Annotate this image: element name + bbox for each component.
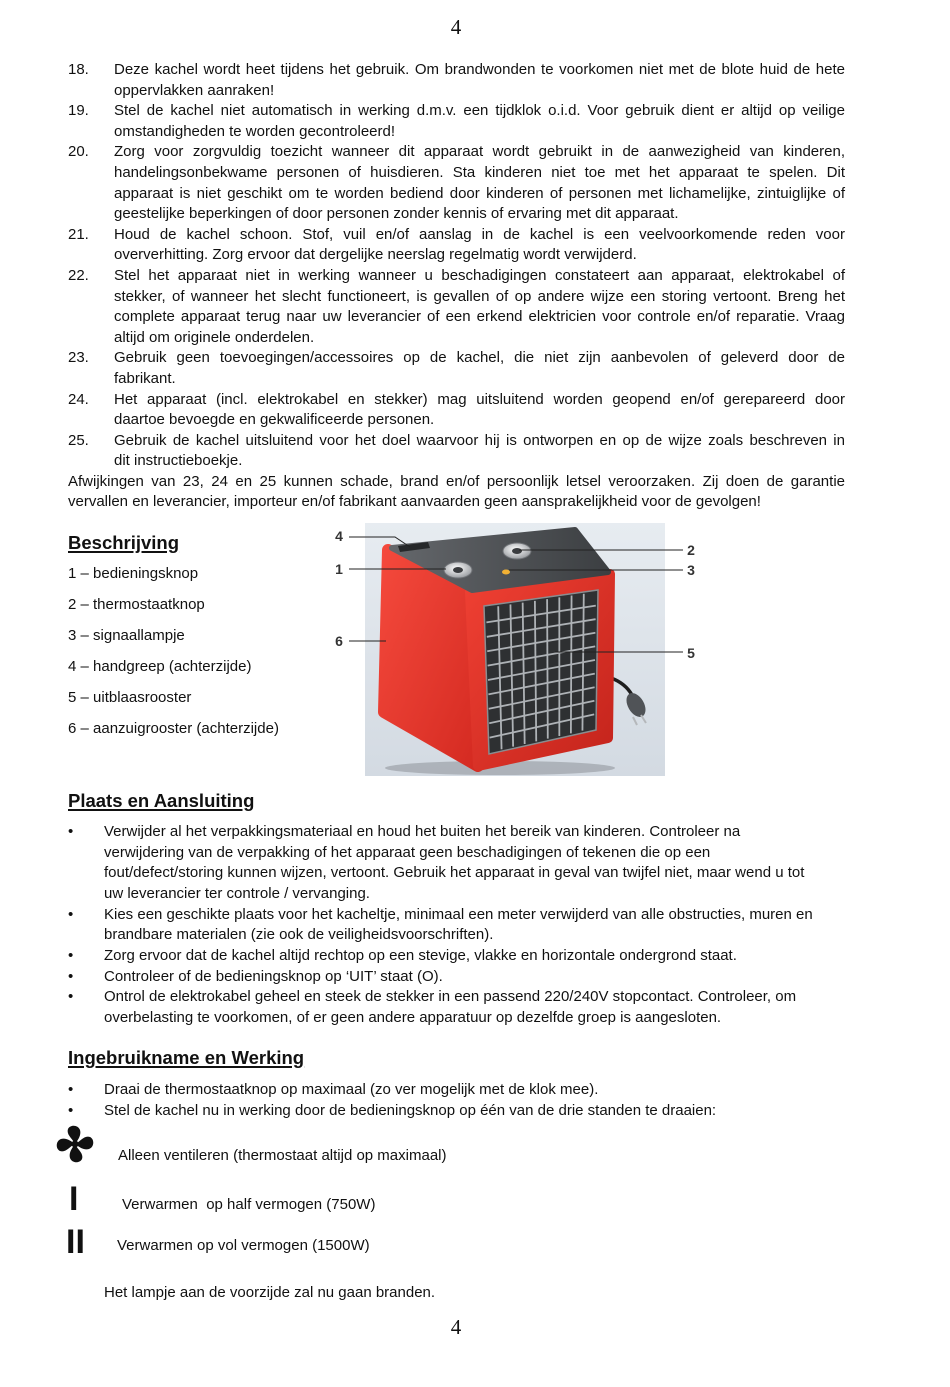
safety-item — [68, 266, 845, 348]
bullet-item — [68, 1080, 845, 1101]
text-line: vervallen en leverancier, importeur en/of fabrikant aanvaarden geen aansprakelijkheid voor de gevolgen! — [68, 493, 761, 511]
text-line: altijd om originele onderdelen. — [114, 328, 315, 346]
mode-description: Alleen ventileren (thermostaat altijd op maximaal) — [118, 1147, 447, 1164]
text-line: oppervlakken aanraken! — [114, 81, 275, 99]
mode-description: Verwarmen op half vermogen (750W) — [122, 1196, 376, 1213]
part-legend-item: 5 – uitblaasrooster — [68, 689, 192, 706]
safety-instructions-list — [68, 60, 845, 472]
text-line: Stel de kachel niet automatisch in werking d.m.v. een tijdklok o.i.d. Voor gebruik dient er altijd op veilige — [114, 102, 845, 120]
safety-item — [68, 390, 845, 431]
knob-center — [453, 567, 463, 573]
thermostat-knob — [503, 543, 531, 559]
bullet-dot: • — [68, 905, 74, 923]
bullet-item — [68, 1101, 845, 1122]
bullet-dot: • — [68, 1081, 74, 1098]
control-knob — [444, 562, 472, 578]
text-line: Zorg voor zorgvuldig toezicht wanneer dit apparaat wordt gebruikt in de aanwezigheid van kinderen, — [114, 143, 845, 161]
item-number: 19. — [68, 102, 89, 120]
warning-paragraph — [68, 472, 845, 513]
safety-instructions — [68, 60, 845, 513]
signal-lamp — [502, 570, 510, 575]
callout-label: 6 — [335, 633, 343, 649]
text-line: Stel het apparaat niet in werking wanneer u beschadigingen constateert aan apparaat, elektrokabel of — [114, 266, 845, 284]
item-number: 18. — [68, 61, 89, 78]
text-line: Deze kachel wordt heet tijdens het gebruik. Om brandwonden te voorkomen niet met de blote huid de hete — [114, 61, 845, 78]
text-line: brandbare materialen (zie ook de veiligheidsvoorschriften). — [104, 926, 494, 944]
item-text — [114, 266, 845, 348]
item-text — [114, 101, 845, 142]
bullet-dot: • — [68, 823, 74, 840]
fan-hub — [72, 1141, 79, 1148]
callout-label: 3 — [687, 562, 695, 578]
item-number: 23. — [68, 349, 89, 367]
text-line: daartoe bevoegde en gekwalificeerde personen. — [114, 411, 435, 429]
text-line: Controleer of de bedieningsknop op ‘UIT’ staat (O). — [104, 967, 443, 985]
text-line: fout/defect/storing kunnen wijzen, vertoont. Gebruik het apparaat in geval van twijfel niet, maar wend u tot — [104, 864, 805, 882]
bullet-item — [68, 946, 845, 967]
text-line: Kies een geschikte plaats voor het kacheltje, minimaal een meter verwijderd van alle obstructies, muren en — [104, 905, 813, 923]
text-line: Ontrol de elektrokabel geheel en steek de stekker in een passend 220/240V stopcontact. Controleer, om — [104, 988, 797, 1006]
text-line: overbelasting te voorkomen, of er geen andere apparatuur op dezelfde groep is aangesloten. — [104, 1008, 722, 1026]
item-text — [114, 431, 845, 472]
text-line: Stel de kachel nu in werking door de bedieningsknop op één van de drie standen te draaien: — [104, 1101, 717, 1119]
text-line: omstandigheden te worden gecontroleerd! — [114, 122, 396, 140]
item-text — [114, 348, 845, 389]
section-heading-beschrijving: Beschrijving — [68, 532, 180, 553]
text-line: geestelijke beperkingen of door personen zonder kennis of ervaring met dit apparaat. — [114, 205, 679, 223]
parts-legend — [68, 558, 279, 744]
item-number: 21. — [68, 225, 89, 243]
callout-label: 1 — [335, 561, 343, 577]
text-line: stekker, of wanneer het slecht functioneert, is gevallen of op andere wijze een storing vertoont. Breng het — [114, 287, 845, 305]
safety-item — [68, 225, 845, 266]
indicator-lamp-note: Het lampje aan de voorzijde zal nu gaan branden. — [104, 1284, 436, 1301]
part-legend-item: 4 – handgreep (achterzijde) — [68, 658, 252, 675]
item-text — [114, 142, 845, 224]
callout-label: 5 — [687, 645, 695, 661]
item-text — [114, 225, 845, 266]
text-line: Gebruik de kachel uitsluitend voor het doel waarvoor hij is ontworpen en op de wijze zoals beschreven in — [114, 431, 845, 449]
item-text — [114, 390, 845, 431]
item-text — [114, 60, 845, 101]
text-line: Verwijder al het verpakkingsmateriaal en houd het buiten het bereik van kinderen. Controleer na — [104, 823, 741, 840]
text-line: dit instructieboekje. — [114, 452, 243, 470]
fan-icon — [56, 1125, 94, 1163]
part-legend-item: 6 – aanzuigrooster (achterzijde) — [68, 720, 279, 737]
item-number: 24. — [68, 390, 89, 408]
text-line: Het apparaat (incl. elektrokabel en stekker) mag uitsluitend worden geopend en/of gerepareerd door — [114, 390, 845, 408]
bullet-dot: • — [68, 1101, 74, 1119]
safety-item — [68, 101, 845, 142]
item-number: 25. — [68, 431, 89, 449]
text-line: Draai de thermostaatknop op maximaal (zo ver mogelijk met de klok mee). — [104, 1081, 599, 1098]
bullet-item — [68, 822, 845, 905]
werking-bullet-list — [68, 1080, 845, 1121]
safety-item — [68, 142, 845, 224]
text-line: oververhitting. Zorg ervoor dat dergelijke neerslag regelmatig wordt verwijderd. — [114, 246, 637, 264]
mode-description: Verwarmen op vol vermogen (1500W) — [117, 1237, 370, 1254]
heater-figure — [330, 518, 702, 780]
bullet-item — [68, 905, 845, 946]
item-number: 20. — [68, 143, 89, 161]
callout-label: 2 — [687, 542, 695, 558]
part-legend-item: 2 – thermostaatknop — [68, 596, 205, 613]
text-line: verwijdering van de verpakking of het apparaat geen beschadigingen of tekenen die op een — [104, 843, 711, 861]
section-heading-plaats-en-aansluiting: Plaats en Aansluiting — [68, 790, 255, 811]
text-line: Afwijkingen van 23, 24 en 25 kunnen schade, brand en/of persoonlijk letsel veroorzaken. Zij doen de garantie — [68, 472, 845, 490]
part-legend-item: 1 – bedieningsknop — [68, 565, 199, 582]
page-number-top: 4 — [450, 15, 462, 39]
safety-item — [68, 60, 845, 101]
text-line: fabrikant. — [114, 369, 176, 387]
section-heading-ingebruikname: Ingebruikname en Werking — [68, 1047, 305, 1068]
text-line: Houd de kachel schoon. Stof, vuil en/of aanslag in de kachel is een veelvoorkomende reden voor — [114, 225, 845, 243]
item-number: 22. — [68, 266, 89, 284]
bullet-item — [68, 967, 845, 988]
mode-symbol: I — [69, 1180, 79, 1218]
text-line: apparaat is niet geschikt om te worden bediend door kinderen of personen met lichamelijke, zintuiglijke of — [114, 184, 845, 202]
text-line: complete apparaat terug naar uw leverancier of een erkend elektricien voor controle en/of reparatie. Vraag — [114, 308, 845, 326]
text-line: Gebruik geen toevoegingen/accessoires op de kachel, die niet zijn aanbevolen of geleverd door de — [114, 349, 845, 367]
page-number-bottom: 4 — [450, 1315, 462, 1339]
mode-symbol: II — [66, 1223, 85, 1261]
bullet-dot: • — [68, 967, 74, 985]
safety-item — [68, 348, 845, 389]
bullet-dot: • — [68, 946, 74, 964]
plaats-bullet-list — [68, 822, 845, 1029]
text-line: handelingsonbekwame personen of huisdieren. Sta kinderen niet toe met het apparaat te spelen. Dit — [114, 163, 845, 181]
part-legend-item: 3 – signaallampje — [68, 627, 185, 644]
bullet-dot: • — [68, 988, 74, 1006]
bullet-item — [68, 987, 845, 1028]
knob-center — [512, 548, 522, 554]
text-line: Zorg ervoor dat de kachel altijd rechtop op een stevige, vlakke en horizontale ondergrond staat. — [104, 946, 737, 964]
safety-item — [68, 431, 845, 472]
callout-label: 4 — [335, 528, 343, 544]
text-line: uw leverancier ter controle / vervanging. — [104, 884, 370, 902]
